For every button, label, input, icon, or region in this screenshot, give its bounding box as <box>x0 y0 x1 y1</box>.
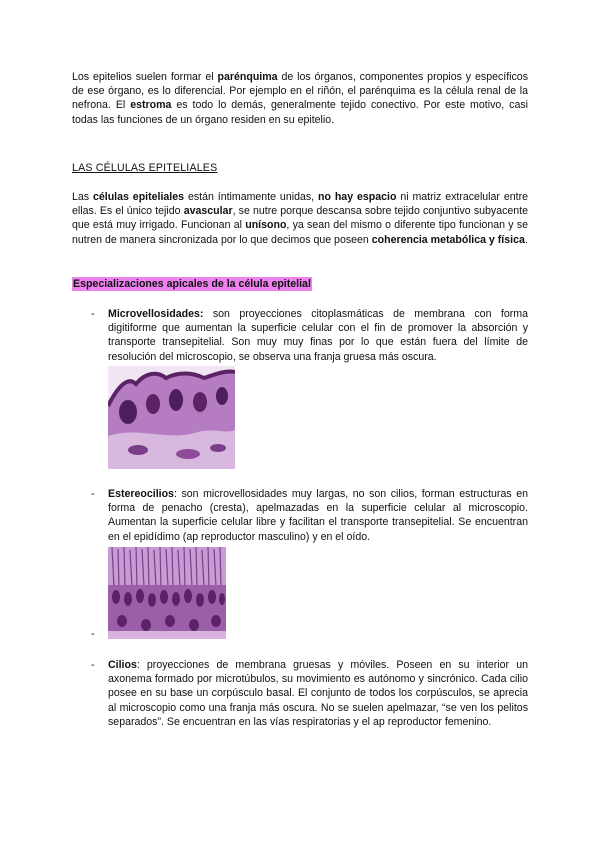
term-celulas-epiteliales: células epiteliales <box>92 191 185 203</box>
cells-text: , ya sean del mismo o diferente tipo funcionan y se nutren de manera sincronizada por lo que decimos que poseen <box>72 219 528 246</box>
term-no-hay-espacio: no hay espacio <box>318 191 397 203</box>
bullet-dash: - <box>91 308 95 320</box>
term-unisono: unísono <box>245 219 287 232</box>
cells-text: Las <box>72 191 93 203</box>
cells-text: están íntimamente unidas, <box>184 191 318 203</box>
intro-text: Los epitelios suelen formar el <box>72 71 218 83</box>
item-text: : proyecciones de membrana gruesas y móviles. Poseen en su interior un axonema formado por microtúbulos, su movimiento es autónomo y sincrónico. Cada cilio posee en su base un corpúsculo basal. El conjunto de todos los corpúsculos, se aprecia al microscopio como una franja más oscura. No se suelen apelmazar, “se ven los pelitos separados”. Se encuentran en las vías respiratorias y el ap reproductor femenino. <box>108 659 528 728</box>
cells-text: ni matriz extracelular entre ellas. Es el único tejido <box>72 191 528 218</box>
list-item-cilios <box>108 658 528 729</box>
cells-text: , se nutre porque descansa sobre tejido conjuntivo subyacente que está muy irrigado. Funcionan al <box>72 205 528 232</box>
cells-text: . <box>524 233 528 246</box>
intro-text: es todo lo demás, generalmente tejido conectivo. Por este motivo, casi todas las funciones de un órgano residen en su epitelio. <box>72 99 528 126</box>
intro-text: de los órganos, componentes propios y específicos de ese órgano, es lo diferencial. Por ejemplo en el riñón, el parénquima es la célula renal de la nefrona. El <box>72 71 528 112</box>
term-cilios: Cilios <box>108 659 137 671</box>
item-text: son proyecciones citoplasmáticas de membrana con forma digitiforme que aumentan la superficie celular con el fin de promover la absorción y transporte transepitelial. Son muy muy finas por lo que están fuera del límite de resolución del microscopio, se observa una franja gruesa más oscura. <box>108 308 528 363</box>
cells-paragraph <box>72 190 528 247</box>
term-coherencia: coherencia metabólica y física <box>371 233 525 246</box>
list-item-estereocilios <box>108 487 528 544</box>
histology-microvilli-image <box>108 366 235 469</box>
term-estereocilios: Estereocilios <box>108 488 174 500</box>
bullet-dash: - <box>91 488 95 500</box>
term-parenquima: parénquima <box>217 71 278 83</box>
highlighted-subheading: Especializaciones apicales de la célula epitelial <box>73 278 311 290</box>
term-avascular: avascular <box>183 205 233 218</box>
bullet-dash: - <box>91 659 95 671</box>
term-estroma: estroma <box>130 99 172 112</box>
term-microvellosidades: Microvellosidades: <box>108 308 204 320</box>
item-text: : son microvellosidades muy largas, no son cilios, forman estructuras en forma de penacho (cresta), apelmazadas en la superficie celular al microscopio. Aumentan la superficie celular libre y facilitan el transporte transepitelial. Se encuentran en el epidídimo (ap reproductor masculino) y en el oído. <box>108 488 528 543</box>
bullet-dash: - <box>91 628 95 640</box>
section-heading: LAS CÉLULAS EPITELIALES <box>72 162 218 174</box>
intro-paragraph <box>72 70 528 127</box>
list-item-microvellosidades <box>108 307 528 364</box>
histology-stereocilia-image <box>108 547 226 639</box>
